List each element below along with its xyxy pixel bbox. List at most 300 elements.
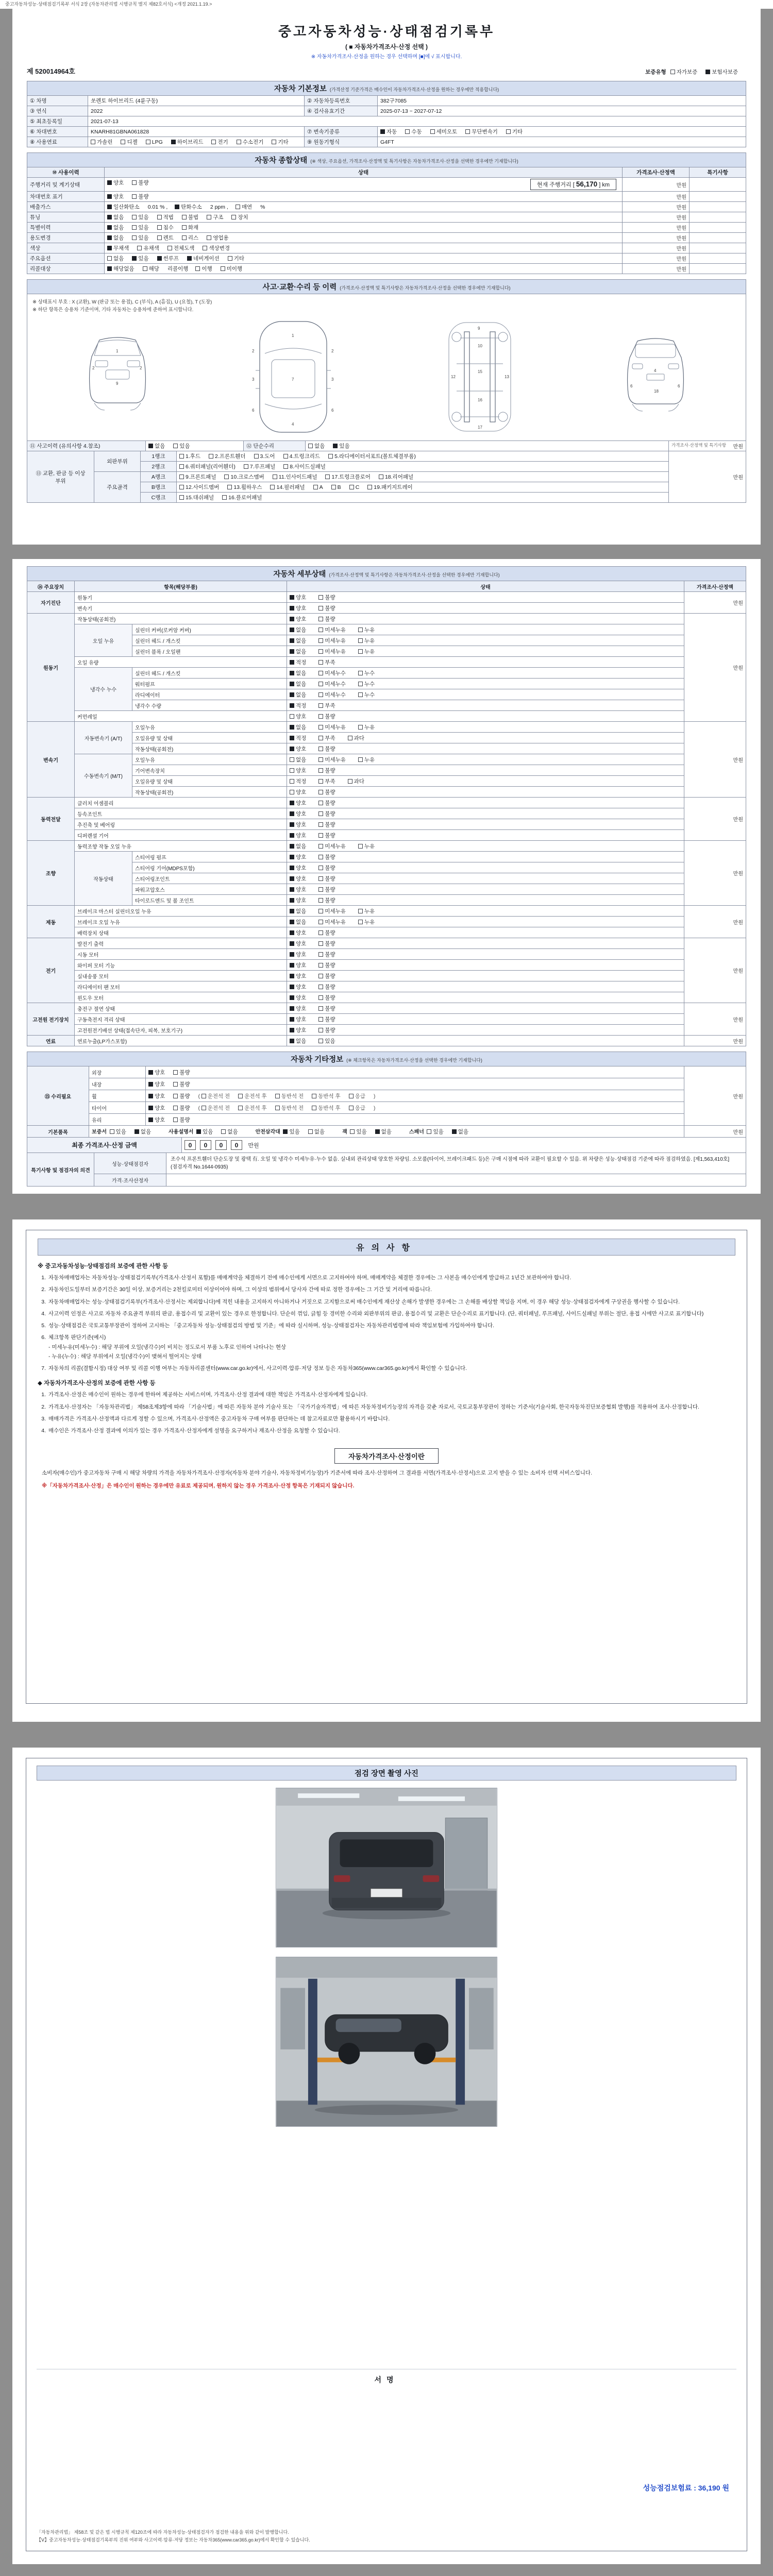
checkbox-option[interactable]: 있음 — [132, 234, 148, 242]
checkbox-icon — [91, 140, 95, 144]
checkbox-option[interactable]: 양호 — [290, 929, 306, 937]
checkbox-icon — [290, 844, 294, 849]
checkbox-icon — [167, 246, 172, 250]
checkbox-option[interactable]: 운전석 후 — [238, 1104, 267, 1112]
checkbox-icon — [290, 801, 294, 805]
item-state-options — [287, 614, 684, 624]
checkbox-option[interactable]: 불량 — [318, 875, 335, 883]
checkbox-option[interactable]: 미세누유 — [318, 907, 346, 915]
checkbox-icon — [318, 1017, 323, 1022]
price-digit-box: 0 — [184, 1140, 196, 1150]
checkbox-option[interactable]: 양호 — [148, 1116, 165, 1124]
checkbox-icon — [107, 256, 112, 261]
item-label: 브레이크 오일 누유 — [75, 917, 287, 927]
checkbox-option[interactable]: 보험사보증 — [705, 68, 738, 76]
checkbox-option[interactable]: 없음 — [290, 691, 306, 699]
checkbox-option[interactable]: 없음 — [308, 442, 325, 450]
item-label: 충전구 절연 상태 — [75, 1003, 287, 1014]
checkbox-option[interactable]: 운전석 전 — [201, 1104, 230, 1112]
checkbox-option[interactable]: 미세누유 — [318, 756, 346, 764]
checkbox-option[interactable]: LPG — [146, 139, 163, 145]
checkbox-option[interactable]: 기타 — [506, 128, 523, 135]
price-cell: 만원 — [684, 906, 746, 938]
checkbox-option[interactable]: 가솔린 — [91, 138, 112, 146]
checkbox-option[interactable]: 기타 — [228, 255, 244, 262]
notice-title: 유의사항 — [38, 1239, 735, 1256]
checkbox-option[interactable]: 누유 — [358, 907, 375, 915]
checkbox-option[interactable]: 19.패키지트레이 — [367, 483, 412, 491]
checkbox-option[interactable]: 미세누수 — [318, 680, 346, 688]
checkbox-option[interactable]: 양호 — [290, 961, 306, 969]
checkbox-option[interactable]: 양호 — [290, 972, 306, 980]
checkbox-option[interactable]: 응급 — [349, 1104, 365, 1112]
checkbox-option[interactable]: 양호 — [148, 1092, 165, 1100]
checkbox-option[interactable]: 양호 — [290, 853, 306, 861]
checkbox-option[interactable]: 장치 — [231, 213, 248, 221]
checkbox-icon — [238, 1094, 243, 1098]
price-cell: 만원 — [623, 264, 690, 274]
checkbox-option[interactable]: 불량 — [318, 940, 335, 947]
checkbox-option[interactable]: 미세누유 — [318, 648, 346, 655]
checkbox-option[interactable]: 일산화탄소 — [107, 203, 140, 211]
checkbox-option[interactable]: 불량 — [318, 994, 335, 1002]
checkbox-option[interactable]: 누유 — [358, 723, 375, 731]
item-label: 타이로드엔드 및 볼 조인트 — [132, 895, 287, 906]
checkbox-option[interactable]: 양호 — [290, 983, 306, 991]
checkbox-option[interactable]: 동반석 후 — [312, 1104, 341, 1112]
checkbox-option[interactable]: 불법 — [182, 213, 198, 221]
checkbox-option[interactable]: 양호 — [107, 193, 124, 200]
checkbox-option[interactable]: 탄화수소 — [175, 203, 202, 211]
checkbox-option[interactable]: 기타 — [272, 138, 288, 146]
checkbox-option[interactable]: 부족 — [318, 658, 335, 666]
inspector-role-label: 가격·조사산정자 — [94, 1174, 166, 1187]
checkbox-option[interactable]: 1.후드 — [179, 452, 200, 460]
svg-text:15: 15 — [477, 369, 482, 374]
checkbox-option[interactable]: 부족 — [318, 734, 335, 742]
checkbox-option[interactable]: 불량 — [318, 864, 335, 872]
inspection-photo-2 — [276, 1957, 497, 2127]
checkbox-icon — [350, 1129, 355, 1134]
checkbox-option[interactable]: 불량 — [318, 951, 335, 958]
checkbox-icon — [237, 140, 241, 144]
checkbox-option[interactable]: 적정 — [290, 658, 306, 666]
checkbox-option[interactable]: 매연 — [236, 203, 252, 211]
checkbox-option[interactable]: 색상변경 — [203, 244, 230, 252]
checkbox-icon — [670, 70, 675, 74]
checkbox-icon — [132, 235, 137, 240]
checkbox-option[interactable]: 10.크로스멤버 — [224, 473, 264, 481]
checkbox-option[interactable]: 불량 — [318, 799, 335, 807]
checkbox-option[interactable]: 양호 — [290, 951, 306, 958]
checkbox-icon — [173, 1106, 178, 1110]
checkbox-option[interactable]: 11.인사이드패널 — [273, 473, 317, 481]
checkbox-option[interactable]: 15.대쉬패널 — [179, 494, 214, 501]
checkbox-option[interactable]: 불량 — [318, 788, 335, 796]
panel-rank-table — [27, 451, 746, 503]
checkbox-option[interactable]: 불량 — [318, 615, 335, 623]
checkbox-option[interactable]: 양호 — [290, 896, 306, 904]
checkbox-option[interactable]: 불량 — [318, 1026, 335, 1034]
checkbox-option[interactable]: 누수 — [358, 669, 375, 677]
special-note-cell — [690, 212, 746, 223]
checkbox-option[interactable]: 없음 — [452, 1128, 468, 1136]
item-label: 와이퍼 모터 기능 — [75, 960, 287, 971]
checkbox-option[interactable]: 13.휠하우스 — [227, 483, 262, 491]
item-state-options — [287, 635, 684, 646]
item-state-options — [287, 917, 684, 927]
checkbox-option[interactable]: 세미오토 — [430, 128, 458, 135]
detail-row — [27, 938, 746, 949]
usage-item-state — [105, 264, 623, 274]
checkbox-icon — [132, 215, 137, 219]
checkbox-option[interactable]: 양호 — [290, 810, 306, 818]
checkbox-option[interactable]: 누유 — [358, 918, 375, 926]
checkbox-icon — [173, 1082, 178, 1087]
checkbox-option[interactable]: 전체도색 — [167, 244, 195, 252]
item-label: 구동축전지 격리 상태 — [75, 1014, 287, 1025]
checkbox-option[interactable]: A — [313, 484, 323, 490]
checkbox-option[interactable]: 양호 — [290, 1005, 306, 1012]
checkbox-icon — [290, 822, 294, 827]
checkbox-option[interactable]: 썬루프 — [157, 255, 179, 262]
item-label: 클러치 어셈블리 — [75, 798, 287, 808]
item-label: 시동 모터 — [75, 949, 287, 960]
checkbox-option[interactable]: 없음 — [290, 648, 306, 655]
checkbox-option[interactable]: 불량 — [318, 767, 335, 774]
checkbox-icon — [318, 963, 323, 968]
checkbox-option[interactable]: 디젤 — [121, 138, 137, 146]
checkbox-option[interactable]: 양호 — [107, 179, 124, 187]
item-state-options — [287, 808, 684, 819]
checkbox-option[interactable]: 양호 — [290, 1026, 306, 1034]
checkbox-icon — [236, 205, 240, 209]
checkbox-option[interactable]: 양호 — [290, 1015, 306, 1023]
checkbox-option[interactable]: 없음 — [107, 213, 124, 221]
diagram-legend-1: ※ 상태표시 부호 : X (교환), W (판금 또는 용접), C (부식), A (흠집), U (요철), T (도장) — [32, 299, 212, 305]
checkbox-option[interactable]: 수소전기 — [237, 138, 264, 146]
checkbox-option[interactable]: 불량 — [318, 972, 335, 980]
checkbox-option[interactable]: 동반석 후 — [312, 1092, 341, 1100]
checkbox-option[interactable]: 18.리어패널 — [379, 473, 413, 481]
checkbox-option[interactable]: 있음 — [173, 442, 190, 450]
checkbox-option[interactable]: 자동 — [380, 128, 397, 135]
checkbox-option[interactable]: 불량 — [173, 1069, 190, 1076]
checkbox-option[interactable]: 양호 — [290, 799, 306, 807]
item-state-options — [287, 1014, 684, 1025]
checkbox-option[interactable]: 불량 — [318, 983, 335, 991]
special-note-cell — [690, 243, 746, 253]
checkbox-option[interactable]: 수동 — [405, 128, 422, 135]
checkbox-option[interactable]: 없음 — [221, 1128, 238, 1136]
item-state-options: 양호 불량 ( 운전석 전 운전석 후 동반석 전 동반석 후 응급 ) — [146, 1102, 684, 1114]
checkbox-option[interactable]: 불량 — [132, 193, 148, 200]
checkbox-option[interactable]: 불량 — [173, 1080, 190, 1088]
item-state-options — [287, 938, 684, 949]
checkbox-option[interactable]: 없음 — [308, 1128, 325, 1136]
notice-item: 1. 가격조사·산정은 매수인이 원하는 경우에 한하여 제공하는 서비스이며, 가격조사·산정 결과에 대한 책임은 가격조사·산정자에게 있습니다. — [41, 1392, 368, 1398]
price-cell: 만원 — [623, 233, 690, 243]
checkbox-option[interactable]: 없음 — [135, 1128, 151, 1136]
inspector-role-label: 성능·상태점검자 — [94, 1153, 166, 1174]
diagram-legend-2: ※ 하단 항목은 승용차 기준이며, 기타 자동차는 승용차에 준하여 표시합니다. — [32, 307, 194, 313]
checkbox-option[interactable]: 없음 — [107, 224, 124, 231]
checkbox-option[interactable]: 7.루프패널 — [244, 463, 275, 470]
price-cell: 만원 — [623, 192, 690, 202]
checkbox-option[interactable]: 불량 — [318, 961, 335, 969]
item-label: 발전기 출력 — [75, 938, 287, 949]
checkbox-option[interactable]: 2.프론트휀더 — [209, 452, 245, 460]
item-state-options: 양호 불량 ( 운전석 전 운전석 후 동반석 전 동반석 후 응급 ) — [146, 1090, 684, 1102]
checkbox-option[interactable]: 불량 — [318, 832, 335, 839]
checkbox-option[interactable]: 없음 — [290, 680, 306, 688]
checkbox-option[interactable]: 누유 — [358, 842, 375, 850]
warranty-type-options — [670, 69, 746, 75]
checkbox-option[interactable]: 응급 — [349, 1092, 365, 1100]
checkbox-option[interactable]: 불량 — [318, 604, 335, 612]
checkbox-option[interactable]: 과다 — [348, 734, 364, 742]
checkbox-option[interactable]: 불량 — [173, 1116, 190, 1124]
checkbox-option[interactable]: 렌트 — [157, 234, 174, 242]
detail-row — [27, 1003, 746, 1014]
checkbox-option[interactable]: 미세누유 — [318, 723, 346, 731]
checkbox-option[interactable]: 유채색 — [137, 244, 159, 252]
checkbox-icon — [157, 256, 162, 261]
checkbox-option[interactable]: 누수 — [358, 680, 375, 688]
checkbox-option[interactable]: 없음 — [290, 626, 306, 634]
warranty-type-label: 보증유형 — [645, 69, 666, 75]
checkbox-option[interactable]: 하이브리드 — [171, 138, 204, 146]
checkbox-icon — [318, 952, 323, 957]
checkbox-option[interactable]: 양호 — [290, 615, 306, 623]
checkbox-option[interactable]: 있음 — [132, 224, 148, 231]
checkbox-option[interactable]: 양호 — [290, 886, 306, 893]
checkbox-option[interactable]: 불량 — [318, 745, 335, 753]
checkbox-option[interactable]: 미세누유 — [318, 626, 346, 634]
checkbox-option[interactable]: 8.사이드실패널 — [283, 463, 326, 470]
checkbox-option[interactable]: 없음 — [290, 756, 306, 764]
checkbox-option[interactable]: 6.쿼터패널(리어휀더) — [179, 463, 236, 470]
checkbox-option[interactable]: 없음 — [107, 255, 124, 262]
checkbox-option[interactable]: 3.도어 — [254, 452, 275, 460]
checkbox-icon — [148, 1082, 153, 1087]
checkbox-option[interactable]: 양호 — [290, 767, 306, 774]
rank-items — [177, 482, 669, 493]
checkbox-option[interactable]: 적정 — [290, 777, 306, 785]
checkbox-option[interactable]: 없음 — [290, 637, 306, 645]
checkbox-option[interactable]: 양호 — [290, 832, 306, 839]
checkbox-option[interactable]: 9.프론트패널 — [179, 473, 216, 481]
checkbox-option[interactable]: 전기 — [211, 138, 228, 146]
engine-type-value: G4FT — [378, 137, 746, 147]
checkbox-option[interactable]: 적정 — [290, 702, 306, 709]
checkbox-option[interactable]: 양호 — [290, 713, 306, 720]
checkbox-option[interactable]: 이행 — [195, 265, 212, 273]
checkbox-option[interactable]: 영업용 — [207, 234, 228, 242]
checkbox-option[interactable]: 미이행 — [221, 265, 242, 273]
usage-item-state — [105, 253, 623, 264]
checkbox-icon — [290, 930, 294, 935]
checkbox-option[interactable]: 불량 — [318, 896, 335, 904]
checkbox-option[interactable]: 미세누유 — [318, 842, 346, 850]
checkbox-option[interactable]: 양호 — [290, 875, 306, 883]
checkbox-option[interactable]: 양호 — [290, 864, 306, 872]
checkbox-option[interactable]: 양호 — [290, 594, 306, 601]
checkbox-icon — [430, 129, 435, 134]
checkbox-option[interactable]: 양호 — [290, 604, 306, 612]
checkbox-option[interactable]: 불량 — [318, 1015, 335, 1023]
definition-note: ※「자동차가격조사·산정」은 매수인이 원하는 경우에만 유료로 제공되며, 원하지 않는 경우 가격조사·산정 항목은 기재되지 않습니다. — [42, 1483, 355, 1489]
sub-category-label: 수동변속기 (M/T) — [75, 754, 132, 798]
checkbox-option[interactable]: 불량 — [318, 886, 335, 893]
fuel-label: ⑧ 사용연료 — [27, 137, 88, 147]
checkbox-option[interactable]: 네비게이션 — [187, 255, 220, 262]
checkbox-option[interactable]: C — [349, 484, 360, 490]
checkbox-icon — [318, 801, 323, 805]
checkbox-option[interactable]: 구조 — [207, 213, 223, 221]
form-reference-note: 중고자동차성능·상태점검기록부 서식 2장 (자동차관리법 시행규칙 별지 제82호서식) <개정 2021.1.19.> — [0, 0, 773, 9]
checkbox-option[interactable]: 불량 — [173, 1104, 190, 1112]
checkbox-option[interactable]: 불량 — [318, 810, 335, 818]
checkbox-option[interactable]: 운전석 후 — [238, 1092, 267, 1100]
checkbox-option[interactable]: 부족 — [318, 777, 335, 785]
checkbox-icon — [283, 1129, 288, 1134]
checkbox-option[interactable]: 없음 — [290, 723, 306, 731]
accident-history-row — [27, 441, 746, 451]
checkbox-option[interactable]: 동반석 전 — [275, 1092, 304, 1100]
checkbox-option[interactable]: 누유 — [358, 648, 375, 655]
checkbox-option[interactable]: 없음 — [290, 669, 306, 677]
checkbox-option[interactable]: 과다 — [348, 777, 364, 785]
checkbox-option[interactable]: 적정 — [290, 734, 306, 742]
checkbox-option[interactable]: 해당없음 — [107, 265, 135, 273]
checkbox-option[interactable]: 화재 — [182, 224, 198, 231]
checkbox-option[interactable]: B — [331, 484, 341, 490]
item-label: 오일 유량 — [75, 657, 287, 668]
checkbox-icon — [318, 855, 323, 859]
checkbox-option[interactable]: 16.플로어패널 — [222, 494, 262, 501]
checkbox-icon — [121, 140, 125, 144]
checkbox-option[interactable]: 양호 — [148, 1080, 165, 1088]
checkbox-option[interactable]: 불량 — [318, 594, 335, 601]
usage-item-label: 주행거리 및 계기상태 — [27, 178, 105, 192]
checkbox-option[interactable]: 양호 — [290, 788, 306, 796]
checkbox-option[interactable]: 5.라디에이터서포트(볼트체결부품) — [328, 452, 416, 460]
checkbox-option[interactable]: 불량 — [318, 821, 335, 828]
checkbox-option[interactable]: 있음 — [427, 1128, 443, 1136]
checkbox-icon — [290, 941, 294, 946]
checkbox-option[interactable]: 없음 — [290, 918, 306, 926]
usage-item-state — [105, 223, 623, 233]
checkbox-option[interactable]: 운전석 전 — [201, 1092, 230, 1100]
checkbox-icon — [465, 129, 470, 134]
checkbox-option[interactable]: 미세누유 — [318, 637, 346, 645]
checkbox-option[interactable]: 자가보증 — [670, 68, 698, 76]
remarks-table — [27, 1153, 746, 1187]
checkbox-option[interactable]: 불량 — [318, 713, 335, 720]
checkbox-option[interactable]: 불량 — [318, 853, 335, 861]
checkbox-option[interactable]: 없음 — [107, 234, 124, 242]
checkbox-option[interactable]: 무채색 — [107, 244, 129, 252]
checkbox-option[interactable]: 불량 — [318, 1005, 335, 1012]
checkbox-option[interactable]: 불량 — [318, 929, 335, 937]
checkbox-icon — [318, 725, 323, 730]
checkbox-option[interactable]: 없음 — [375, 1128, 392, 1136]
price-survey-select-line: ( ■ 자동차가격조사·산정 선택 ) — [345, 43, 428, 50]
checkbox-option[interactable]: 없음 — [290, 842, 306, 850]
checkbox-option[interactable]: 없음 — [148, 442, 165, 450]
checkbox-icon — [283, 454, 288, 459]
checkbox-option[interactable]: 누유 — [358, 626, 375, 634]
checkbox-option[interactable]: 누수 — [358, 691, 375, 699]
checkbox-option[interactable]: 있음 — [333, 442, 349, 450]
checkbox-option[interactable]: 동반석 전 — [275, 1104, 304, 1112]
checkbox-option[interactable]: 있음 — [196, 1128, 213, 1136]
checkbox-option[interactable]: 있음 — [283, 1128, 299, 1136]
usage-item-state — [105, 243, 623, 253]
definition-body: 소비자(매수인)가 중고자동차 구매 시 해당 차량의 가격을 자동차가격조사·산정자(자동차 분야 기술사, 자동차정비기능장)가 기준서에 따라 조사·산정하여 그 결과를 서면(가격조사·산정서)으로 고지 받을 수 있는 소비자 선택 서비스입니다. — [42, 1470, 592, 1477]
checkbox-option[interactable]: 해당 — [143, 265, 159, 273]
checkbox-option[interactable]: 양호 — [290, 745, 306, 753]
notice-item: 1. 자동차매매업자는 자동차성능·상태점검기록부(가격조사·산정서 포함)를 매매계약을 체결하기 전에 매수인에게 서면으로 고지하여야 하며, 매매계약을 체결한 경우에는 그 사본을 매수인에게 발급하고 1년간 보관하여야 합니다. — [41, 1275, 572, 1281]
notice-item: 7. 자동차의 리콜(결함시정) 대상 여부 및 리콜 이행 여부는 자동차리콜센터(www.car.go.kr)에서, 사고이력·압류·저당 정보 등은 자동차365(www.car365.go.kr)에서 확인할 수 있습니다. — [41, 1365, 467, 1372]
checkbox-option[interactable]: 4.트렁크리드 — [283, 452, 320, 460]
checkbox-option[interactable]: 17.트렁크플로어 — [325, 473, 370, 481]
item-label: 오일유량 및 상태 — [132, 733, 287, 743]
svg-text:6: 6 — [678, 383, 680, 388]
checkbox-option[interactable]: 미세누수 — [318, 669, 346, 677]
checkbox-option[interactable]: 있음 — [132, 255, 148, 262]
checkbox-option[interactable]: 무단변속기 — [465, 128, 498, 135]
checkbox-option[interactable]: 누유 — [358, 756, 375, 764]
checkbox-option[interactable]: 없음 — [290, 907, 306, 915]
checkbox-option[interactable]: 있음 — [132, 213, 148, 221]
checkbox-option[interactable]: 양호 — [148, 1104, 165, 1112]
vin-label: ⑥ 차대번호 — [27, 127, 88, 137]
inspection-label: ④ 검사유효기간 — [305, 106, 378, 116]
checkbox-option[interactable]: 리스 — [182, 234, 198, 242]
inspection-value: 2025-07-13 ~ 2027-07-12 — [378, 106, 746, 116]
col-item: 항목(해당부품) — [75, 581, 287, 592]
checkbox-option[interactable]: 누유 — [358, 637, 375, 645]
checkbox-option[interactable]: 14.필러패널 — [270, 483, 305, 491]
notice-item: 3. 자동차매매업자는 성능·상태점검기록부(가격조사·산정서는 제외합니다)에 적힌 내용을 고지하지 아니하거나 거짓으로 고지함으로써 매수인에게 재산상 손해가 발생한 경우에는 그 손해를 배상할 책임을 지며, 이 경우 해당 성능·상태점검자에게 구상권을 행사할 수 있습니다. — [41, 1298, 680, 1305]
checkbox-option[interactable]: 적법 — [157, 213, 174, 221]
document-number: 제 520014964호 — [27, 67, 75, 75]
detail-row — [27, 917, 746, 927]
checkbox-option[interactable]: 미세누수 — [318, 691, 346, 699]
other-info-row — [27, 1066, 746, 1078]
checkbox-option[interactable]: 불량 — [132, 179, 148, 187]
checkbox-option[interactable]: 양호 — [148, 1069, 165, 1076]
checkbox-option[interactable]: 양호 — [290, 821, 306, 828]
checkbox-option[interactable]: 있음 — [318, 1037, 335, 1045]
checkbox-option[interactable]: 침수 — [157, 224, 174, 231]
checkbox-icon — [173, 1117, 178, 1122]
checkbox-option[interactable]: 부족 — [318, 702, 335, 709]
item-label: 스티어링조인트 — [132, 873, 287, 884]
checkbox-option[interactable]: 양호 — [290, 940, 306, 947]
checkbox-option[interactable]: 양호 — [290, 994, 306, 1002]
inspector-comment: 조수석 프론트휀더 단순도장 및 광택 有. 오일 및 냉각수 미세누유·누수 없음. 실내외 관리상태 양호한 차량임. 소모품(타이어, 브레이크패드 등)은 구매 시점에 따라 교환이 필요할 수 있음. 위 차량은 성능·상태점검 기준에 따라 점검하였음. [제1,563,410호] (점검자격 No.1644-0935) — [166, 1153, 746, 1174]
checkbox-option[interactable]: 있음 — [110, 1128, 126, 1136]
checkbox-option[interactable]: 없음 — [290, 1037, 306, 1045]
item-label: 라디에이터 팬 모터 — [75, 981, 287, 992]
checkbox-option[interactable]: 12.사이드멤버 — [179, 483, 219, 491]
checkbox-option[interactable]: 불량 — [173, 1092, 190, 1100]
checkbox-option[interactable]: 있음 — [350, 1128, 366, 1136]
checkbox-option[interactable]: 미세누유 — [318, 918, 346, 926]
